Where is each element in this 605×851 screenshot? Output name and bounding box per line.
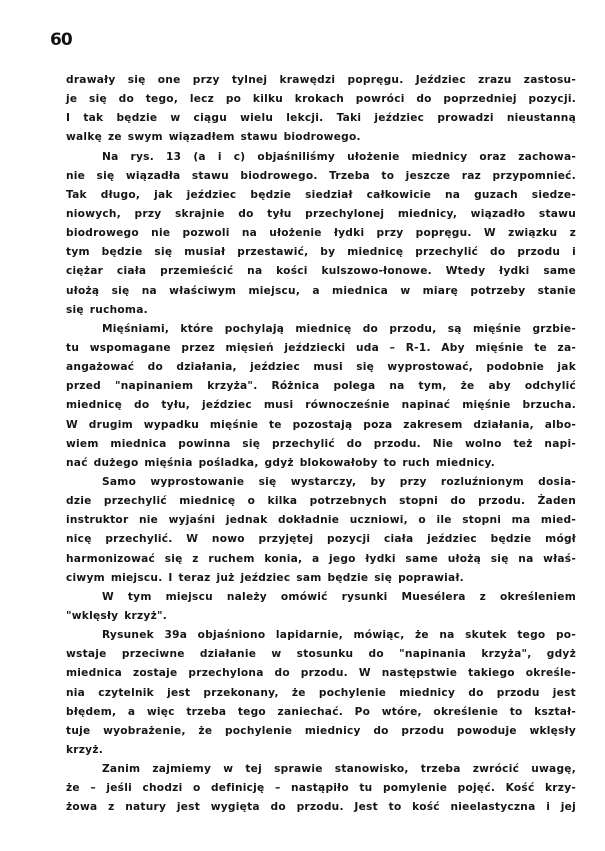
- text-line: drawały się one przy tylnej krawędzi popręgu. Jeździec zrazu zastosu-: [66, 74, 576, 86]
- text-line: biodrowego nie pozwoli na ułożenie łydki przy popręgu. W związku z: [66, 227, 576, 240]
- text-line: W drugim wypadku mięśnie te pozostają poza zakresem działania, albo-: [66, 418, 576, 431]
- paragraph: [66, 148, 576, 320]
- paragraph: [66, 71, 576, 148]
- text-line: je się do tego, lecz po kilku krokach powróci do poprzedniej pozycji.: [66, 93, 576, 106]
- text-line: wstaje przeciwne działanie w stosunku do "napinania krzyża", gdyż: [66, 648, 576, 661]
- text-line: nia czytelnik jest przekonany, że pochylenie miednicy do przodu jest: [66, 686, 576, 699]
- text-line: ciężar ciała przemieścić na kości kulszowo-łonowe. Wtedy łydki same: [66, 265, 576, 278]
- text-line: się ruchoma.: [66, 303, 148, 316]
- text-line: że – jeśli chodzi o definicję – nastąpiło tu pomylenie pojęć. Kość krzy-: [66, 782, 576, 795]
- text-line: angażować do działania, jeździec musi się wyprostować, podobnie jak: [66, 361, 576, 374]
- text-line: Tak długo, jak jeździec będzie siedział całkowicie na guzach siedze-: [66, 188, 576, 201]
- body-text: [66, 71, 576, 817]
- text-line: "wklęsły krzyż".: [66, 609, 168, 622]
- text-line: instruktor nie wyjaśni jednak dokładnie uczniowi, o ile stopni ma mied-: [66, 514, 576, 527]
- page-number: 60: [50, 30, 72, 50]
- text-line: wiem miednica powinna się przechylić do przodu. Nie wolno też napi-: [66, 437, 576, 450]
- text-line: Rysunek 39a objaśniono lapidarnie, mówiąc, że na skutek tego po-: [102, 629, 576, 642]
- text-line: Zanim zajmiemy w tej sprawie stanowisko, trzeba zwrócić uwagę,: [102, 763, 576, 776]
- text-line: W tym miejscu należy omówić rysunki Muesélera z określeniem: [102, 590, 576, 603]
- text-line: walkę ze swym wiązadłem stawu biodrowego.: [66, 131, 361, 144]
- text-line: tu wspomagane przez mięsień jeździecki uda – R-1. Aby mięśnie te za-: [66, 341, 576, 354]
- text-line: miednica zostaje przechylona do przodu. W następstwie takiego określe-: [66, 667, 576, 680]
- text-line: Na rys. 13 (a i c) objaśniliśmy ułożenie miednicy oraz zachowa-: [102, 150, 576, 163]
- text-line: tuje wyobrażenie, że pochylenie miednicy do przodu powoduje wklęsły: [66, 724, 576, 737]
- text-line: ułożą się na właściwym miejscu, a miednica w miarę potrzeby stanie: [66, 284, 576, 297]
- paragraph: [66, 473, 576, 588]
- text-line: żowa z natury jest wygięta do przodu. Jest to kość nieelastyczna i jej: [66, 801, 576, 814]
- text-line: nie się wiązadła stawu biodrowego. Trzeba to jeszcze raz przypomnieć.: [66, 169, 576, 182]
- text-line: Mięśniami, które pochylają miednicę do przodu, są mięśnie grzbie-: [102, 322, 576, 335]
- paragraph: [66, 588, 576, 626]
- text-line: harmonizować się z ruchem konia, a jego łydki same ułożą się na właś-: [66, 552, 576, 565]
- text-line: krzyż.: [66, 743, 104, 756]
- text-line: przed "napinaniem krzyża". Różnica polega na tym, że aby odchylić: [66, 380, 576, 393]
- paragraph: [66, 760, 576, 817]
- text-line: ciwym miejscu. I teraz już jeździec sam będzie się poprawiał.: [66, 571, 464, 584]
- text-line: błędem, a więc trzeba tego zaniechać. Po wtóre, określenie to kształ-: [66, 705, 576, 718]
- text-line: tym będzie się musiał przestawić, by miednicę przechylić do przodu i: [66, 246, 576, 259]
- text-line: I tak będzie w ciągu wielu lekcji. Taki jeździec prowadzi nieustanną: [66, 112, 576, 125]
- text-line: niowych, przy skrajnie do tyłu przechylonej miednicy, wiązadło stawu: [66, 207, 576, 220]
- paragraph: [66, 320, 576, 473]
- text-line: nicę przechylić. W nowo przyjętej pozycji ciała jeździec będzie mógł: [66, 533, 576, 546]
- text-line: dzie przechylić miednicę o kilka potrzebnych stopni do przodu. Żaden: [66, 495, 576, 508]
- text-line: Samo wyprostowanie się wystarczy, by przy rozluźnionym dosia-: [102, 475, 576, 488]
- text-line: miednicę do tyłu, jeździec musi równocześnie napinać mięśnie brzucha.: [66, 399, 576, 412]
- paragraph: [66, 626, 576, 760]
- text-line: nać dużego mięśnia pośladka, gdyż blokowałoby to ruch miednicy.: [66, 456, 495, 469]
